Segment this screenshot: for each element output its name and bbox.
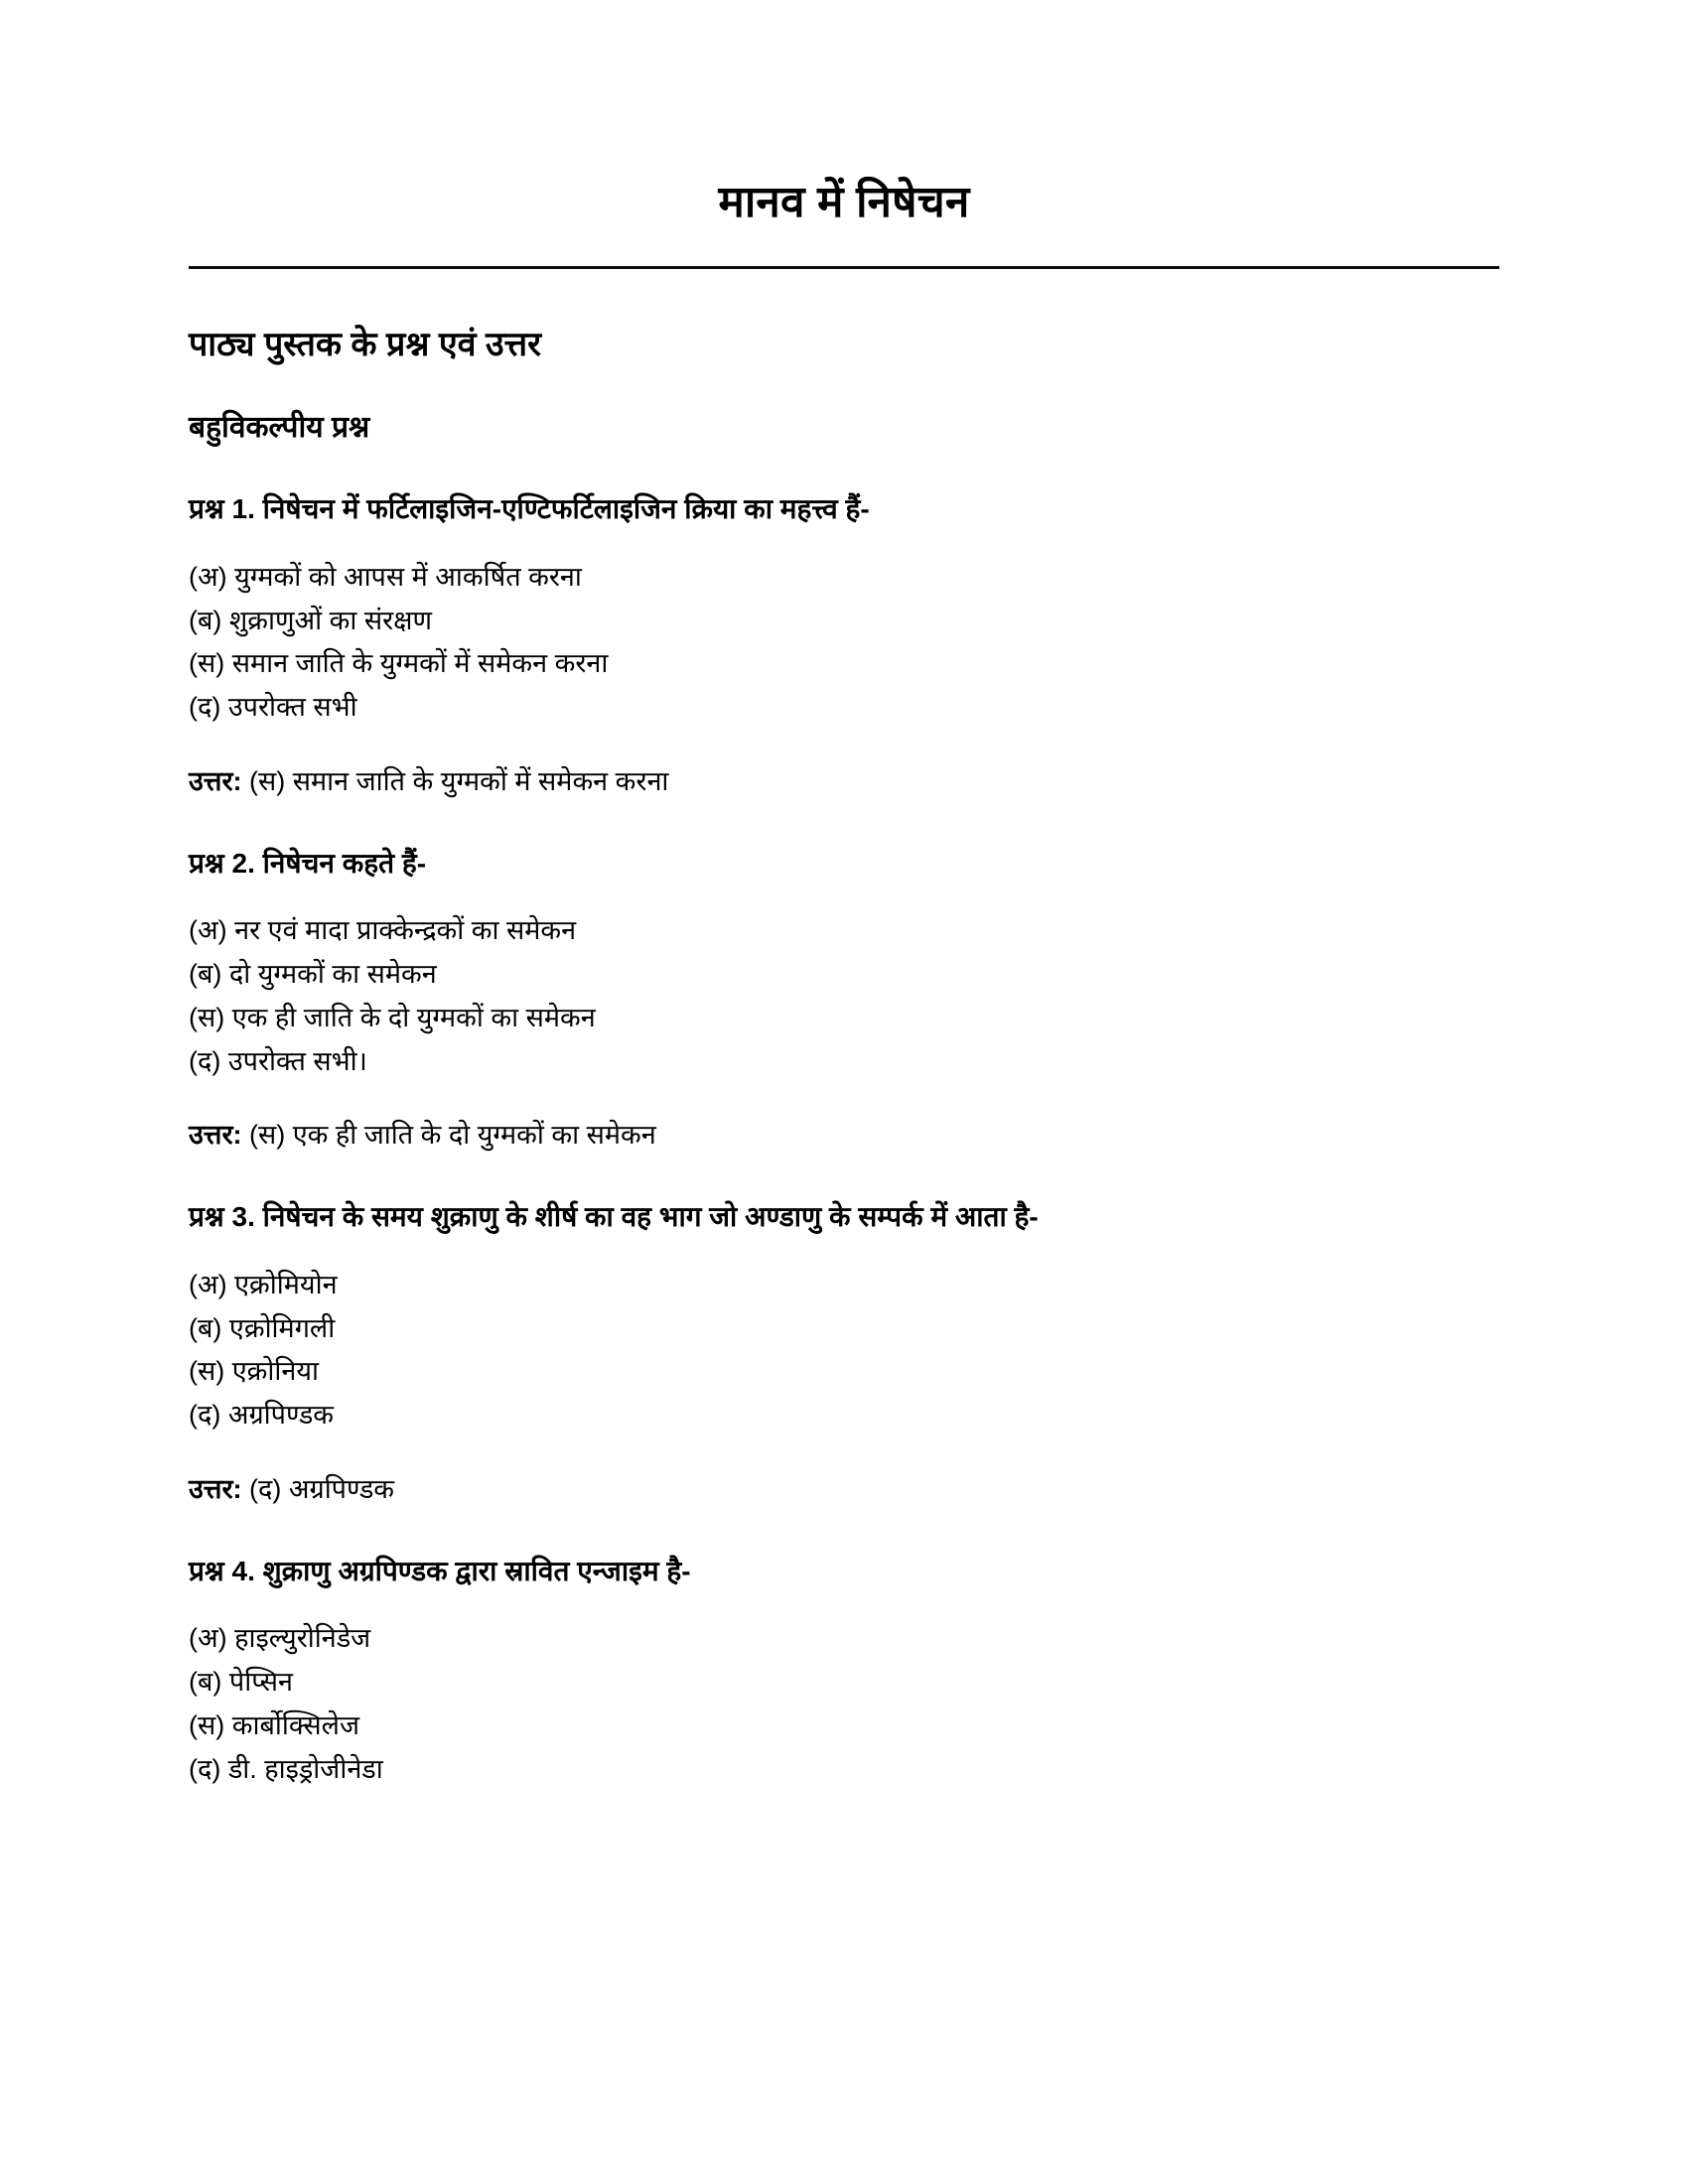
answer-label: उत्तर: — [189, 765, 242, 796]
option-item: (द) उपरोक्त सभी। — [189, 1045, 367, 1076]
option-item: (अ) युग्मकों को आपस में आकर्षित करना — [189, 561, 582, 592]
sub-heading: बहुविकल्पीय प्रश्न — [189, 411, 370, 445]
option-item: (ब) पेप्सिन — [189, 1667, 293, 1698]
question-text: प्रश्न 1. निषेचन में फर्टिलाइजिन-एण्टिफर्टिलाइजिन क्रिया का महत्त्व हैं- — [189, 493, 870, 525]
option-item: (स) समान जाति के युग्मकों में समेकन करना — [189, 648, 609, 679]
option-item: (स) कार्बोक्सिलेज — [189, 1709, 360, 1740]
option-list — [189, 1236, 1499, 1437]
page-title: मानव में निषेचन — [718, 178, 970, 226]
option-list — [189, 528, 1499, 730]
answer-label: उत्तर: — [189, 1473, 242, 1504]
option-list — [189, 882, 1499, 1083]
option-item: (द) उपरोक्त सभी — [189, 692, 357, 723]
title-divider — [189, 266, 1499, 269]
option-item: (ब) दो युग्मकों का समेकन — [189, 959, 437, 990]
option-item: (अ) एक्रोमियोन — [189, 1269, 338, 1299]
option-item: (स) एक ही जाति के दो युग्मकों का समेकन — [189, 1002, 596, 1032]
question-block — [189, 1509, 1499, 1792]
question-block — [189, 1155, 1499, 1509]
answer-value: (द) अग्रपिण्डक — [249, 1473, 395, 1504]
option-item: (स) एक्रोनिया — [189, 1356, 320, 1387]
option-list — [189, 1589, 1499, 1791]
document-content — [189, 0, 1499, 1791]
question-text: प्रश्न 3. निषेचन के समय शुक्राणु के शीर्ष का वह भाग जो अण्डाणु के सम्पर्क में आता है- — [189, 1201, 1039, 1233]
option-item: (अ) नर एवं मादा प्राक्केन्द्रकों का समेकन — [189, 915, 577, 946]
answer-label: उत्तर: — [189, 1120, 242, 1151]
question-text: प्रश्न 2. निषेचन कहते हैं- — [189, 847, 427, 879]
section-heading: पाठ्य पुस्तक के प्रश्न एवं उत्तर — [189, 325, 541, 363]
answer-value: (स) समान जाति के युग्मकों में समेकन करना — [249, 765, 669, 796]
question-block — [189, 447, 1499, 801]
option-item: (ब) शुक्राणुओं का संरक्षण — [189, 605, 433, 635]
answer-line — [189, 730, 1499, 801]
answer-value: (स) एक ही जाति के दो युग्मकों का समेकन — [249, 1120, 656, 1151]
answer-line — [189, 1437, 1499, 1509]
question-text: प्रश्न 4. शुक्राणु अग्रपिण्डक द्वारा स्रावित एन्जाइम है- — [189, 1555, 691, 1586]
option-item: (ब) एक्रोमिगली — [189, 1312, 336, 1343]
option-item: (द) अग्रपिण्डक — [189, 1400, 335, 1431]
option-item: (अ) हाइल्युरोनिडेज — [189, 1623, 371, 1654]
question-block — [189, 801, 1499, 1156]
answer-line — [189, 1083, 1499, 1155]
option-item: (द) डी. हाइड्रोजीनेडा — [189, 1753, 383, 1784]
